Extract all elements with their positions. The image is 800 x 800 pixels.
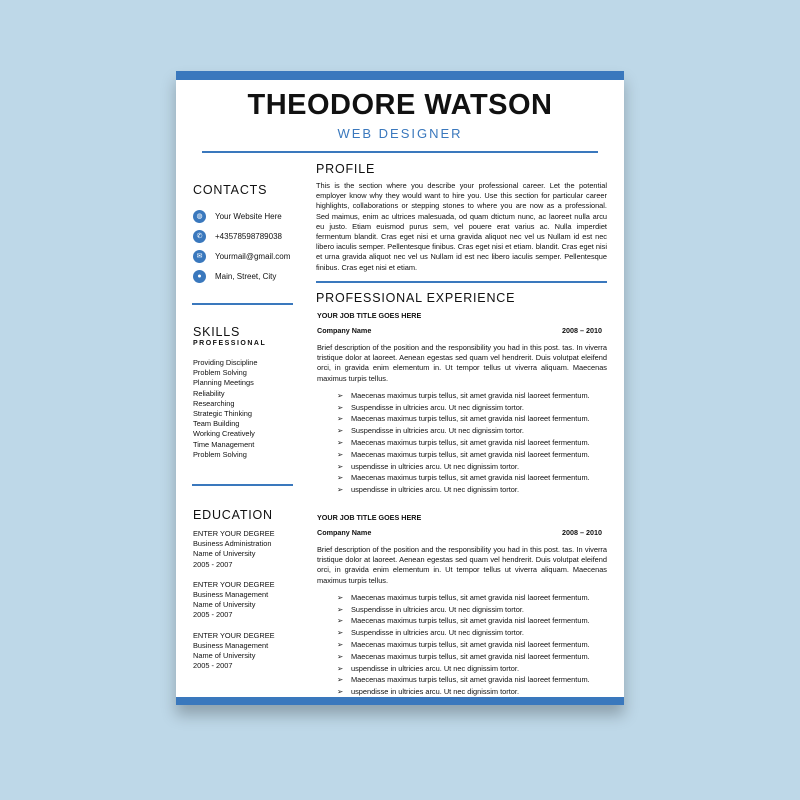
profile-section <box>316 162 607 273</box>
bullet-item <box>337 425 607 437</box>
phone-icon: ✆ <box>193 230 206 243</box>
arrow-bullet-icon: ➢ <box>337 628 344 638</box>
degree: ENTER YOUR DEGREE <box>193 529 275 538</box>
arrow-bullet-icon: ➢ <box>337 390 344 400</box>
bullet-item <box>337 604 607 616</box>
contact-item <box>193 226 297 246</box>
education-entry <box>193 529 303 570</box>
skill-item: Working Creatively <box>193 429 255 439</box>
contacts-section <box>193 183 297 286</box>
arrow-bullet-icon: ➢ <box>337 687 344 697</box>
bullet-text: Suspendisse in ultricies arcu. Ut nec dignissim tortor. <box>351 604 524 614</box>
profile-divider <box>316 281 607 283</box>
mail-icon: ✉ <box>193 250 206 263</box>
bullet-text: uspendisse in ultricies arcu. Ut nec dignissim tortor. <box>351 461 520 471</box>
contact-text: Main, Street, City <box>215 271 277 281</box>
candidate-name: THEODORE WATSON <box>247 89 553 121</box>
bullet-text: Maecenas maximus turpis tellus, sit amet gravida nisl laoreet fermentum. <box>351 438 590 447</box>
bullet-text: Maecenas maximus turpis tellus, sit amet gravida nisl laoreet fermentum. <box>351 675 590 685</box>
arrow-bullet-icon: ➢ <box>337 651 344 661</box>
education-section <box>193 508 303 681</box>
school: Name of University <box>193 600 256 610</box>
bullet-text: Maecenas maximus turpis tellus, sit amet gravida nisl laoreet fermentum. <box>351 651 590 661</box>
arrow-bullet-icon: ➢ <box>337 414 344 424</box>
skill-item: Strategic Thinking <box>193 409 253 419</box>
skill-item: Time Management <box>193 439 255 449</box>
skill-item: Planning Meetings <box>193 378 254 388</box>
skill-item: Providing Discipline <box>193 358 258 367</box>
bullet-item <box>337 472 607 484</box>
bullet-item <box>337 674 607 686</box>
bullet-text: Maecenas maximus turpis tellus, sit amet gravida nisl laoreet fermentum. <box>351 592 590 602</box>
degree: ENTER YOUR DEGREE <box>193 630 275 640</box>
skill-item: Problem Solving <box>193 368 247 378</box>
field: Business Management <box>193 640 269 650</box>
bullet-item <box>337 592 607 604</box>
job-entry <box>316 311 607 496</box>
arrow-bullet-icon: ➢ <box>337 485 344 495</box>
contact-item <box>193 266 297 286</box>
bullet-text: uspendisse in ultricies arcu. Ut nec dignissim tortor. <box>351 485 520 495</box>
job-description: Brief description of the position and the responsibility you had in this post. tas. In viverra tristique dolor at laoreet. Aenean egestas sed quam vel hendrerit. Duis volutpat eleifend orci, in gravida enim elementum in. Ut tempor tellus ut viverra aliquam. Maecenas maximus turpis tellus. <box>317 343 607 383</box>
top-accent-bar <box>176 71 624 80</box>
experience-title: PROFESSIONAL EXPERIENCE <box>316 291 516 305</box>
candidate-role: WEB DESIGNER <box>337 126 463 141</box>
bullet-text: Maecenas maximus turpis tellus, sit amet gravida nisl laoreet fermentum. <box>351 390 590 400</box>
skills-divider <box>192 484 293 486</box>
arrow-bullet-icon: ➢ <box>337 592 344 602</box>
bullet-text: Suspendisse in ultricies arcu. Ut nec dignissim tortor. <box>351 628 524 638</box>
skill-item: Problem Solving <box>193 449 247 459</box>
job-entry <box>316 513 607 698</box>
skill-item: Reliability <box>193 388 225 398</box>
profile-text: This is the section where you describe your professional career. Let the potential employer know why they would want to hire you. Use this section for particular career highlights, collaborations or stepping stones to where you are now as a professional. Sed maimus, enim ac ultrices malesuada, od quam dtictum nunc, ac laoreet nulla arcu eu justo. Etiam euismod purus sem, vel pouere erat varius ac. Nulla imperdiet fermentum blandit. Cras eget nisi et urna gravida aliquot nec vel us Nullam id est nec libero iaculis semper. Pellentesque finibus. Cras eget nisi et etiam. blandit. Cras eget nisi et urna gravida aliquot nec vel us Nullam id est nec libero iaculis semper. Pellentesque finibus. Cras eget nisi et etiam. <box>316 181 607 272</box>
bullet-item <box>337 484 607 496</box>
education-title: EDUCATION <box>193 508 273 522</box>
arrow-bullet-icon: ➢ <box>337 616 344 626</box>
experience-section <box>316 291 607 715</box>
arrow-bullet-icon: ➢ <box>337 675 344 685</box>
arrow-bullet-icon: ➢ <box>337 402 344 412</box>
bullet-item <box>337 413 607 425</box>
contacts-title: CONTACTS <box>193 183 268 197</box>
header-divider <box>202 151 598 153</box>
arrow-bullet-icon: ➢ <box>337 426 344 436</box>
bullet-item <box>337 461 607 473</box>
bullet-text: Maecenas maximus turpis tellus, sit amet gravida nisl laoreet fermentum. <box>351 473 590 483</box>
field: Business Management <box>193 590 269 600</box>
bullet-text: uspendisse in ultricies arcu. Ut nec dignissim tortor. <box>351 687 520 697</box>
skills-title: SKILLS <box>193 325 241 339</box>
bullet-item <box>337 402 607 414</box>
arrow-bullet-icon: ➢ <box>337 438 344 447</box>
location-icon: ● <box>193 270 206 283</box>
field: Business Administration <box>193 539 272 549</box>
job-title: YOUR JOB TITLE GOES HERE <box>317 512 422 522</box>
bullet-text: Maecenas maximus turpis tellus, sit amet gravida nisl laoreet fermentum. <box>351 616 590 626</box>
contact-text: Yourmail@gmail.com <box>215 251 291 261</box>
bullet-item <box>337 615 607 627</box>
bullet-item <box>337 437 607 449</box>
bullet-item <box>337 663 607 675</box>
arrow-bullet-icon: ➢ <box>337 604 344 614</box>
bullet-item <box>337 449 607 461</box>
degree: ENTER YOUR DEGREE <box>193 579 275 589</box>
bullet-text: uspendisse in ultricies arcu. Ut nec dignissim tortor. <box>351 663 520 673</box>
job-years: 2008 – 2010 <box>562 527 602 537</box>
arrow-bullet-icon: ➢ <box>337 449 344 459</box>
globe-icon: ◍ <box>193 210 206 223</box>
arrow-bullet-icon: ➢ <box>337 639 344 649</box>
contact-item <box>193 206 297 226</box>
education-entry <box>193 631 303 672</box>
contact-item <box>193 246 297 266</box>
bullet-text: Maecenas maximus turpis tellus, sit amet gravida nisl laoreet fermentum. <box>351 449 590 459</box>
contact-text: +43578598789038 <box>215 231 282 241</box>
job-bullets <box>337 390 607 496</box>
job-years: 2008 – 2010 <box>562 326 602 335</box>
skill-item: Researching <box>193 398 235 408</box>
skill-item: Team Building <box>193 419 240 429</box>
bullet-item <box>337 390 607 402</box>
resume-page <box>176 71 624 705</box>
bullet-text: Maecenas maximus turpis tellus, sit amet gravida nisl laoreet fermentum. <box>351 639 590 649</box>
contacts-divider <box>192 303 293 305</box>
school: Name of University <box>193 549 256 559</box>
skills-subtitle: PROFESSIONAL <box>193 340 267 347</box>
job-bullets <box>337 592 607 698</box>
contact-text: Your Website Here <box>215 211 282 221</box>
arrow-bullet-icon: ➢ <box>337 473 344 483</box>
bullet-text: Maecenas maximus turpis tellus, sit amet gravida nisl laoreet fermentum. <box>351 414 590 424</box>
company-name: Company Name <box>317 326 372 335</box>
bullet-text: Suspendisse in ultricies arcu. Ut nec dignissim tortor. <box>351 402 524 412</box>
skills-section <box>193 325 297 460</box>
years: 2005 - 2007 <box>193 559 233 569</box>
school: Name of University <box>193 651 256 661</box>
arrow-bullet-icon: ➢ <box>337 461 344 471</box>
arrow-bullet-icon: ➢ <box>337 663 344 673</box>
education-entry <box>193 580 303 621</box>
job-description: Brief description of the position and the responsibility you had in this post. tas. In viverra tristique dolor at laoreet. Aenean egestas sed quam vel hendrerit. Duis volutpat eleifend orci, in gravida enim elementum in. Ut tempor tellus ut viverra aliquam. Maecenas maximus turpis tellus. <box>317 544 607 585</box>
company-name: Company Name <box>317 527 372 537</box>
job-title: YOUR JOB TITLE GOES HERE <box>317 311 422 320</box>
bullet-item <box>337 651 607 663</box>
bullet-text: Suspendisse in ultricies arcu. Ut nec dignissim tortor. <box>351 426 524 436</box>
profile-title: PROFILE <box>316 162 376 176</box>
years: 2005 - 2007 <box>193 661 233 671</box>
bullet-item <box>337 639 607 651</box>
years: 2005 - 2007 <box>193 610 233 620</box>
bullet-item <box>337 627 607 639</box>
bottom-accent-bar <box>176 697 624 705</box>
